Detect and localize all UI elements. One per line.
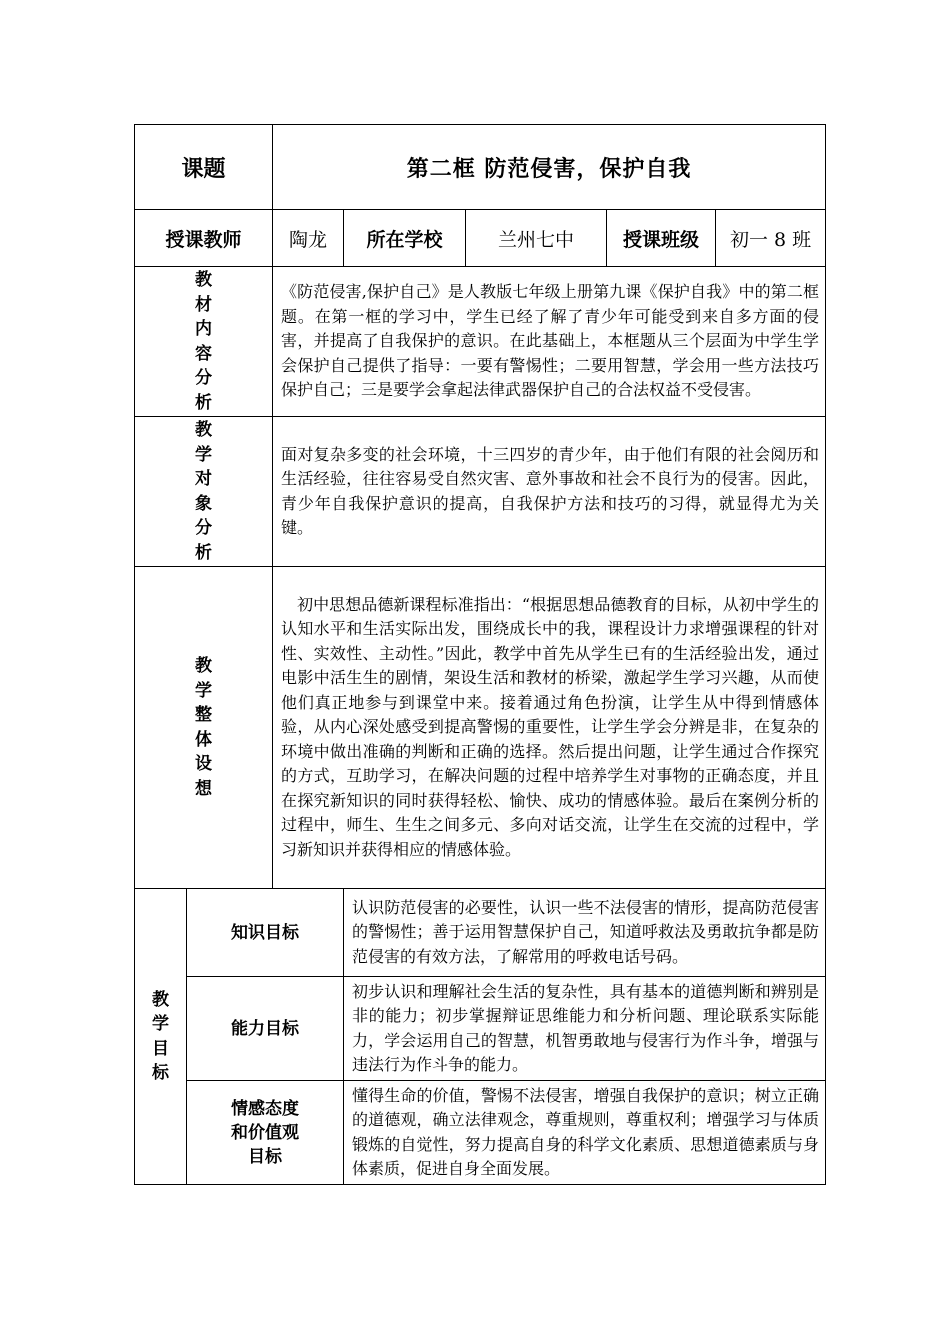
label-char: 学 [195, 444, 212, 465]
school-label: 所在学校 [344, 210, 466, 267]
label-char: 容 [195, 343, 212, 364]
label-char: 内 [195, 319, 212, 339]
label-char: 学 [152, 1014, 169, 1034]
label-char: 教 [152, 989, 169, 1010]
label-char: 析 [195, 542, 212, 563]
overall-design-label [135, 567, 273, 889]
meta-row [135, 210, 826, 267]
class-value: 初一 8 班 [716, 210, 826, 267]
emotion-goal-row [135, 1081, 826, 1185]
topic-label: 课题 [135, 125, 273, 210]
label-char: 对 [195, 469, 212, 489]
lesson-plan-table [134, 124, 826, 1185]
label-char: 整 [195, 705, 212, 725]
student-analysis-label [135, 417, 273, 567]
student-analysis-row [135, 417, 826, 567]
material-analysis-row [135, 267, 826, 417]
school-value: 兰州七中 [466, 210, 607, 267]
teaching-goals-label [135, 889, 187, 1185]
ability-goal-text: 初步认识和理解社会生活的复杂性，具有基本的道德判断和辨别是非的能力；初步掌握辩证思维能力和分析问题、理论联系实际能力，学会运用自己的智慧，机智勇敢地与侵害行为作斗争，增强与违法行为作斗争的能力。 [344, 977, 826, 1081]
ability-goal-row [135, 977, 826, 1081]
label-char: 教 [195, 270, 212, 290]
label-char: 教 [195, 420, 212, 440]
label-char: 标 [152, 1063, 169, 1083]
label-char: 教 [195, 656, 212, 676]
overall-design-row [135, 567, 826, 889]
ability-goal-label: 能力目标 [187, 977, 344, 1081]
material-analysis-text: 《防范侵害,保护自己》是人教版七年级上册第九课《保护自我》中的第二框题。在第一框的学习中，学生已经了解了青少年可能受到来自多方面的侵害，并提高了自我保护的意识。在此基础上，本框题从三个层面为中学生学会保护自己提供了指导：一要有警惕性；二要用智慧，学会用一些方法技巧保护自己；三是要学会拿起法律武器保护自己的合法权益不受侵害。 [273, 267, 826, 417]
label-char: 分 [195, 518, 212, 538]
label-char: 材 [195, 294, 212, 315]
lesson-plan-sheet [134, 124, 825, 1185]
topic-title: 第二框 防范侵害，保护自我 [273, 125, 826, 210]
label-char: 想 [195, 778, 212, 799]
knowledge-goal-label: 知识目标 [187, 889, 344, 977]
knowledge-goal-row [135, 889, 826, 977]
teacher-value: 陶龙 [273, 210, 344, 267]
material-analysis-label [135, 267, 273, 417]
label-char: 象 [195, 493, 212, 514]
student-analysis-text: 面对复杂多变的社会环境，十三四岁的青少年，由于他们有限的社会阅历和生活经验，往往容易受自然灾害、意外事故和社会不良行为的侵害。因此，青少年自我保护意识的提高，自我保护方法和技巧的习得，就显得尤为关键。 [273, 417, 826, 567]
emotion-goal-text: 懂得生命的价值，警惕不法侵害，增强自我保护的意识；树立正确的道德观，确立法律观念，尊重规则，尊重权利；增强学习与体质锻炼的自觉性，努力提高自身的科学文化素质、思想道德素质与身体素质，促进自身全面发展。 [344, 1081, 826, 1185]
label-line: 目标 [248, 1146, 282, 1167]
label-char: 设 [195, 754, 212, 774]
overall-design-text: 初中思想品德新课程标准指出：“根据思想品德教育的目标，从初中学生的认知水平和生活实际出发，围绕成长中的我，课程设计力求增强课程的针对性、实效性、主动性。”因此，教学中首先从学生已有的生活经验出发，通过电影中活生生的剧情，架设生活和教材的桥梁，激起学生学习兴趣，从而使他们真正地参与到课堂中来。接着通过角色扮演，让学生从中得到情感体验，从内心深处感受到提高警惕的重要性，让学生学会分辨是非，在复杂的环境中做出准确的判断和正确的选择。然后提出问题，让学生通过合作探究的方式，互助学习，在解决问题的过程中培养学生对事物的正确态度，并且在探究新知识的同时获得轻松、愉快、成功的情感体验。最后在案例分析的过程中，师生、生生之间多元、多向对话交流，让学生在交流的过程中，学习新知识并获得相应的情感体验。 [273, 567, 826, 889]
label-char: 析 [195, 392, 212, 413]
class-label: 授课班级 [607, 210, 716, 267]
emotion-goal-label [187, 1081, 344, 1185]
label-char: 分 [195, 368, 212, 388]
knowledge-goal-text: 认识防范侵害的必要性，认识一些不法侵害的情形，提高防范侵害的警惕性；善于运用智慧保护自己，知道呼救法及勇敢抗争都是防范侵害的有效方法，了解常用的呼救电话号码。 [344, 889, 826, 977]
label-char: 目 [152, 1038, 169, 1059]
label-char: 体 [195, 729, 212, 750]
label-line: 和价值观 [231, 1122, 299, 1143]
teacher-label: 授课教师 [135, 210, 273, 267]
topic-row [135, 125, 826, 210]
label-char: 学 [195, 680, 212, 701]
label-line: 情感态度 [231, 1098, 299, 1119]
